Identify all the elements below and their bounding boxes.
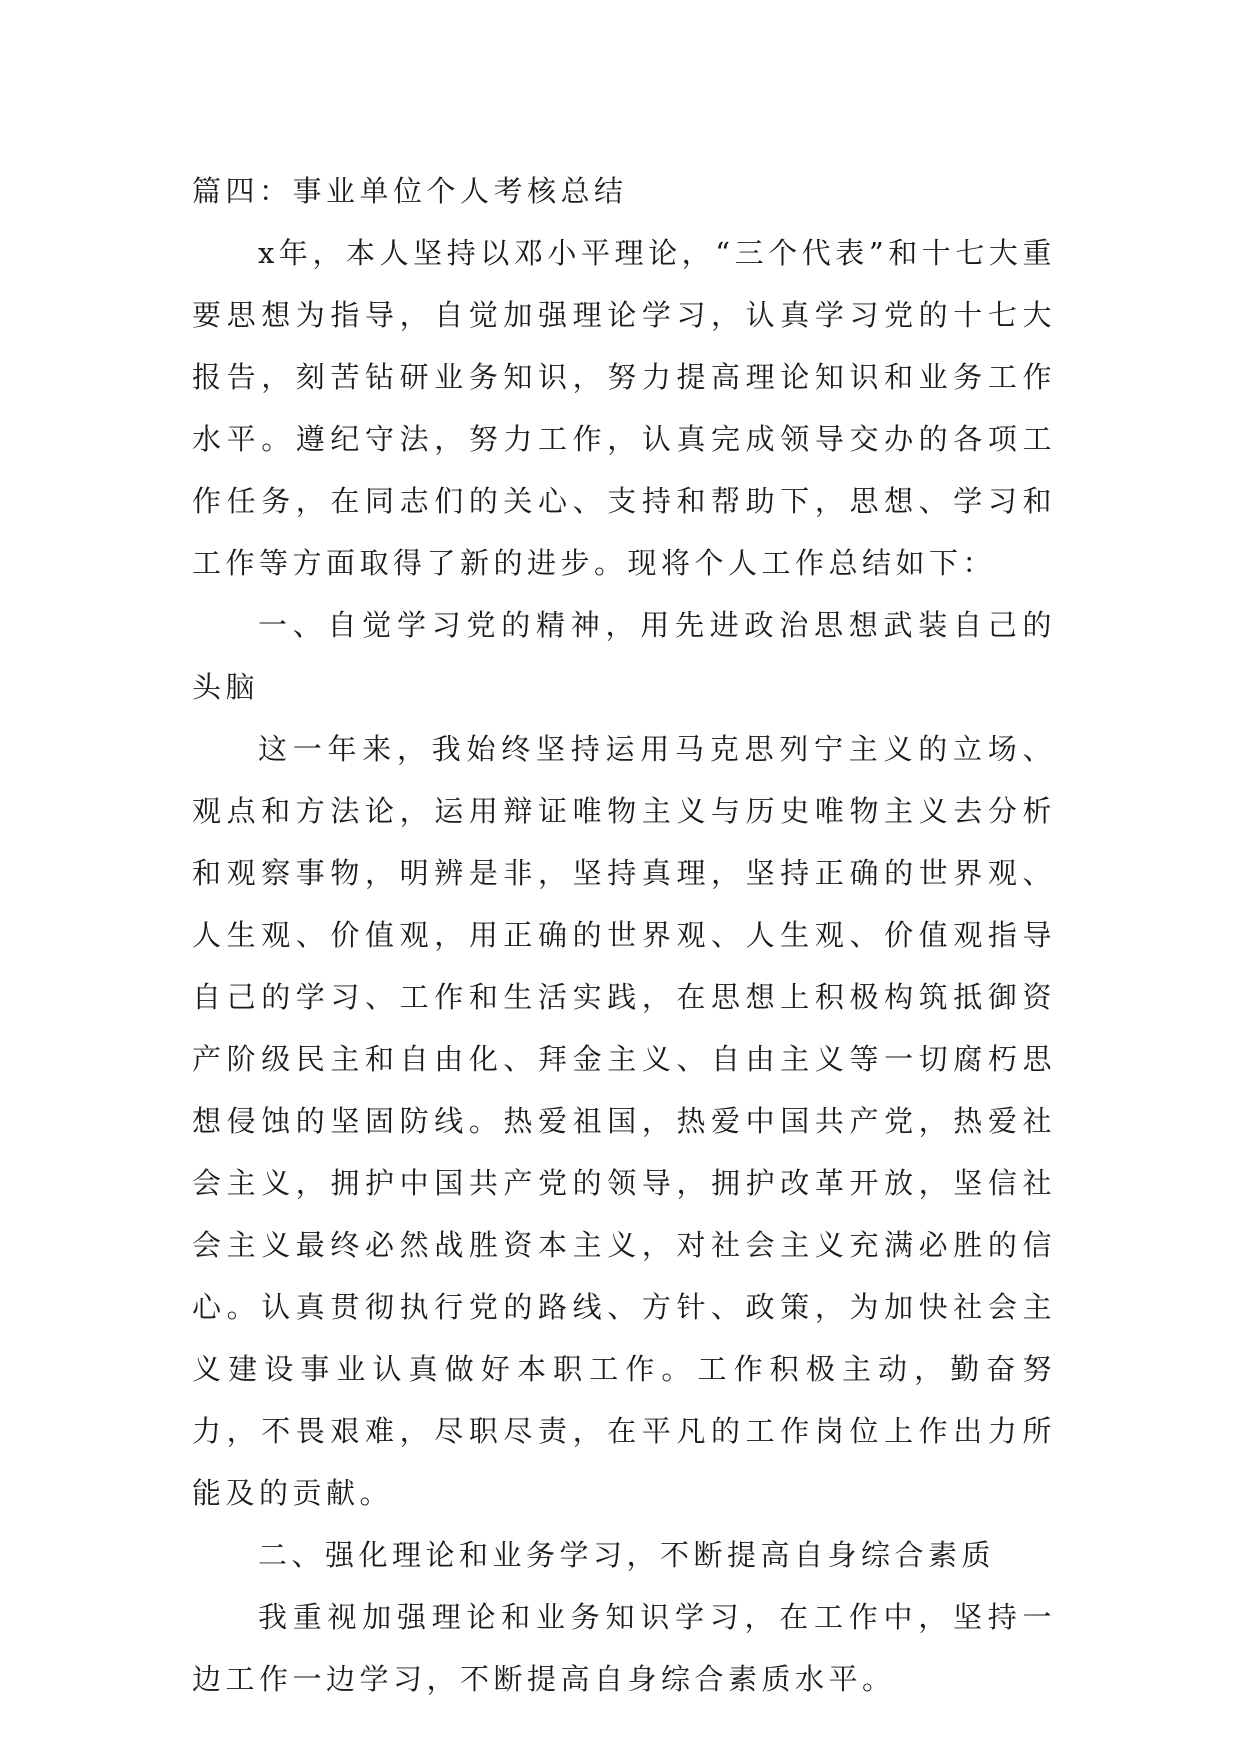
document-body	[192, 160, 1056, 1710]
section-heading-1: 一、自觉学习党的精神，用先进政治思想武装自己的头脑	[192, 608, 1056, 704]
document-title: 篇四：事业单位个人考核总结	[192, 174, 628, 208]
paragraph-intro: x年，本人坚持以邓小平理论，“三个代表”和十七大重要思想为指导，自觉加强理论学习，认真学习党的十七大报告，刻苦钻研业务知识，努力提高理论知识和业务工作水平。遵纪守法，努力工作，认真完成领导交办的各项工作任务，在同志们的关心、支持和帮助下，思想、学习和工作等方面取得了新的进步。现将个人工作总结如下：	[192, 236, 1056, 580]
section-heading-2: 二、强化理论和业务学习，不断提高自身综合素质	[258, 1538, 996, 1572]
paragraph-section-2: 我重视加强理论和业务知识学习，在工作中，坚持一边工作一边学习，不断提高自身综合素质水平。	[192, 1600, 1056, 1696]
paragraph-section-1: 这一年来，我始终坚持运用马克思列宁主义的立场、观点和方法论，运用辩证唯物主义与历史唯物主义去分析和观察事物，明辨是非，坚持真理，坚持正确的世界观、人生观、价值观，用正确的世界观、人生观、价值观指导自己的学习、工作和生活实践，在思想上积极构筑抵御资产阶级民主和自由化、拜金主义、自由主义等一切腐朽思想侵蚀的坚固防线。热爱祖国，热爱中国共产党，热爱社会主义，拥护中国共产党的领导，拥护改革开放，坚信社会主义最终必然战胜资本主义，对社会主义充满必胜的信心。认真贯彻执行党的路线、方针、政策，为加快社会主义建设事业认真做好本职工作。工作积极主动，勤奋努力，不畏艰难，尽职尽责，在平凡的工作岗位上作出力所能及的贡献。	[192, 732, 1056, 1510]
